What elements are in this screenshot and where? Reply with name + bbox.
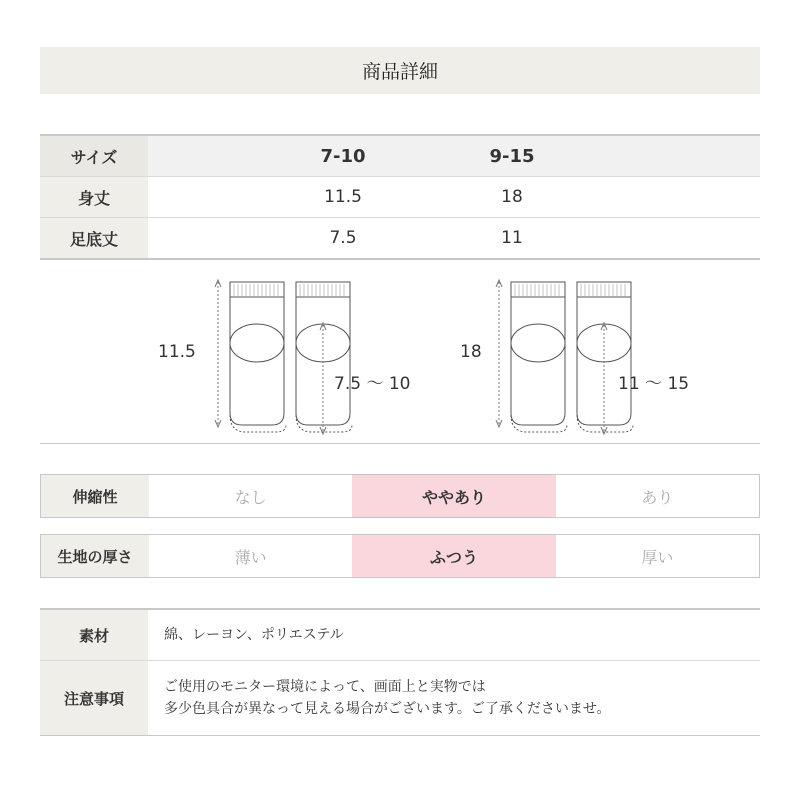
thickness-option-thick: 厚い xyxy=(641,547,674,567)
sole-value-1: 7.5 xyxy=(329,228,357,248)
sole-label-left: 7.5 ～ 10 xyxy=(334,374,411,394)
height-label-right: 18 xyxy=(460,342,482,362)
notes-row xyxy=(40,660,760,735)
material-row xyxy=(40,610,760,660)
length-value-1: 11.5 xyxy=(324,187,362,207)
thickness-label: 生地の厚さ xyxy=(41,535,149,577)
size-value-2: 9-15 xyxy=(489,145,535,167)
thickness-option-thin: 薄い xyxy=(234,547,267,567)
size-table xyxy=(40,134,760,260)
height-label-left: 11.5 xyxy=(158,342,196,362)
stretch-option-none: なし xyxy=(234,487,267,507)
notes-line-1: ご使用のモニター環境によって、画面上と実物では xyxy=(164,679,486,695)
notes-value xyxy=(148,661,760,735)
stretch-option-somewhat: ややあり xyxy=(352,475,555,517)
page-title-text: 商品詳細 xyxy=(361,61,438,83)
stretch-option-yes: あり xyxy=(641,487,674,507)
detail-table xyxy=(40,608,760,736)
stretch-table xyxy=(40,474,760,518)
sock-size-diagram xyxy=(40,255,760,444)
material-label: 素材 xyxy=(40,610,148,660)
sock-right-a xyxy=(511,282,567,432)
page-title xyxy=(40,47,760,94)
length-value-2: 18 xyxy=(501,187,523,207)
sock-right-b xyxy=(577,282,633,432)
sock-left-a xyxy=(230,282,286,432)
notes-line-2: 多少色具合が異なって見える場合がございます。ご了承くださいませ。 xyxy=(164,701,611,717)
size-value-1: 7-10 xyxy=(320,145,366,167)
stretch-label: 伸縮性 xyxy=(41,475,149,517)
material-text: 綿、レーヨン、ポリエステル xyxy=(164,627,344,643)
material-value xyxy=(148,610,760,660)
size-row-length xyxy=(40,177,760,218)
sock-left-b xyxy=(296,282,352,432)
notes-label: 注意事項 xyxy=(40,661,148,735)
size-row-size xyxy=(40,134,760,177)
sole-label-right: 11 ～ 15 xyxy=(618,374,690,394)
size-row-sole xyxy=(40,218,760,260)
length-label: 身丈 xyxy=(40,177,148,217)
thickness-table xyxy=(40,534,760,578)
sock-diagram-svg xyxy=(40,255,760,443)
sole-value-2: 11 xyxy=(501,228,523,248)
sole-label: 足底丈 xyxy=(40,218,148,258)
thickness-option-normal: ふつう xyxy=(352,535,555,577)
size-label: サイズ xyxy=(40,136,148,176)
